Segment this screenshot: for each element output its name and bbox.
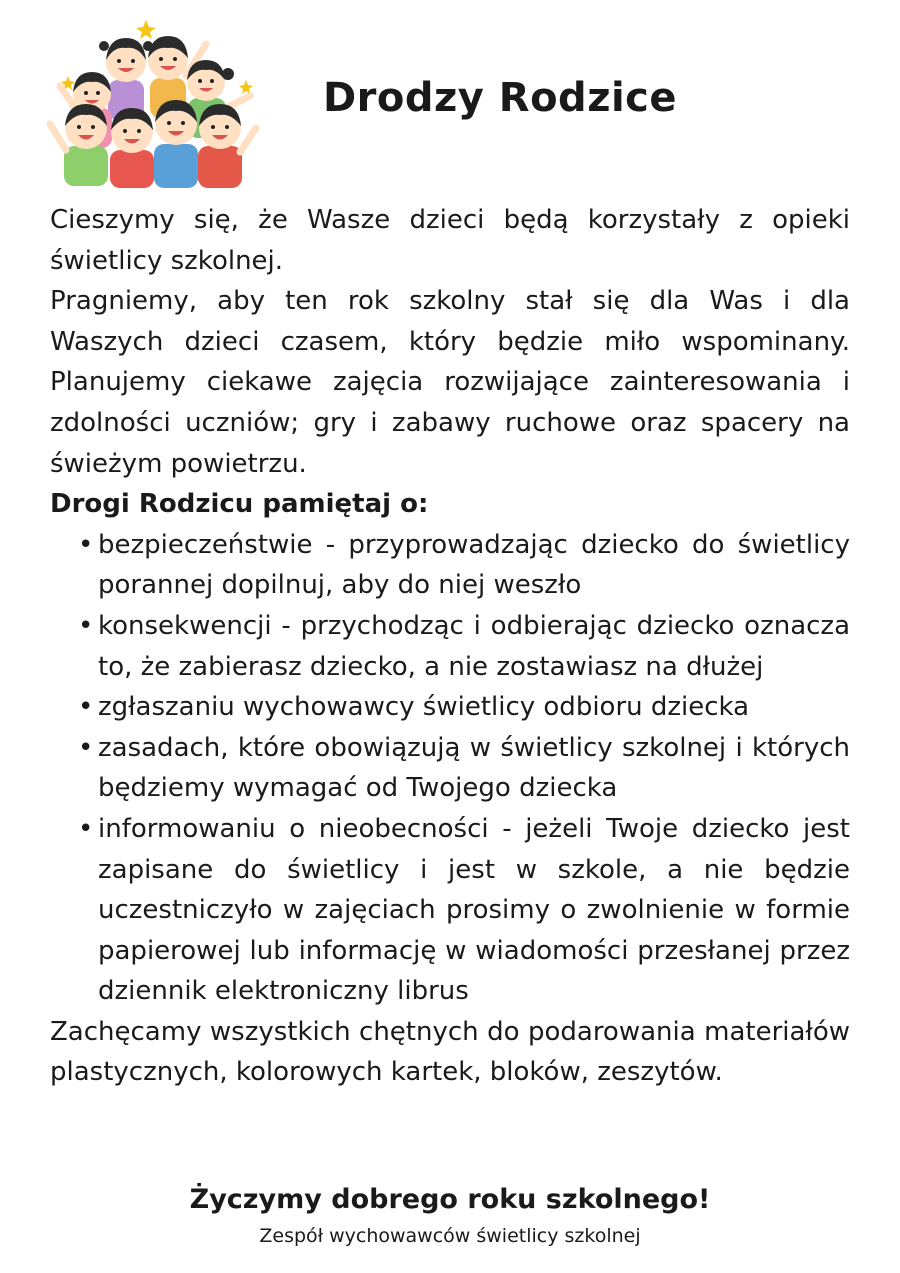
signature: Zespół wychowawców świetlicy szkolnej <box>259 1225 641 1247</box>
reminder-list <box>50 525 850 1012</box>
bullet-icon: • <box>78 732 94 763</box>
page-title: Drodzy Rodzice <box>322 75 678 121</box>
list-item-text: bezpieczeństwie - przyprowadzając dziecko do świetlicy porannej dopilnuj, aby do niej weszło <box>98 529 850 601</box>
list-item-text: informowaniu o nieobecności - jeżeli Twoje dziecko jest zapisane do świetlicy i jest w szkole, a nie będzie uczestniczyło w zajęciach prosimy o zwolnienie w formie papierowej lub informację w wiadomości przesłanej przez dziennik elektroniczny librus <box>98 813 850 1007</box>
bullet-icon: • <box>78 610 94 641</box>
closing-wish: Życzymy dobrego roku szkolnego! <box>189 1184 711 1215</box>
donation-paragraph: Zachęcamy wszystkich chętnych do podarowania materiałów plastycznych, kolorowych kartek, bloków, zeszytów. <box>50 1016 850 1088</box>
list-item <box>78 687 850 728</box>
list-item-text: zgłaszaniu wychowawcy świetlicy odbioru dziecka <box>98 692 750 723</box>
bullet-icon: • <box>78 529 94 560</box>
happy-children-group-icon <box>46 16 260 188</box>
list-item <box>78 809 850 1012</box>
list-item <box>78 525 850 606</box>
bullet-icon: • <box>78 692 94 723</box>
plans-paragraph: Pragniemy, aby ten rok szkolny stał się dla Was i dla Waszych dzieci czasem, który będzie miło wspominany. Planujemy ciekawe zajęcia rozwijające zainteresowania i zdolności uczniów; gry i zabawy ruchowe oraz spacery na świeżym powietrzu. <box>50 286 850 479</box>
bullet-icon: • <box>78 813 94 844</box>
list-item-text: konsekwencji - przychodząc i odbierając dziecko oznacza to, że zabierasz dziecko, a nie zostawiasz na dłużej <box>98 610 850 682</box>
list-item-text: zasadach, które obowiązują w świetlicy szkolnej i których będziemy wymagać od Twojego dziecka <box>98 732 850 804</box>
intro-paragraph: Cieszymy się, że Wasze dzieci będą korzystały z opieki świetlicy szkolnej. <box>50 205 850 276</box>
list-item <box>78 728 850 809</box>
list-item <box>78 606 850 687</box>
reminder-heading: Drogi Rodzicu pamiętaj o: <box>50 489 429 520</box>
letter-body <box>50 200 850 1093</box>
